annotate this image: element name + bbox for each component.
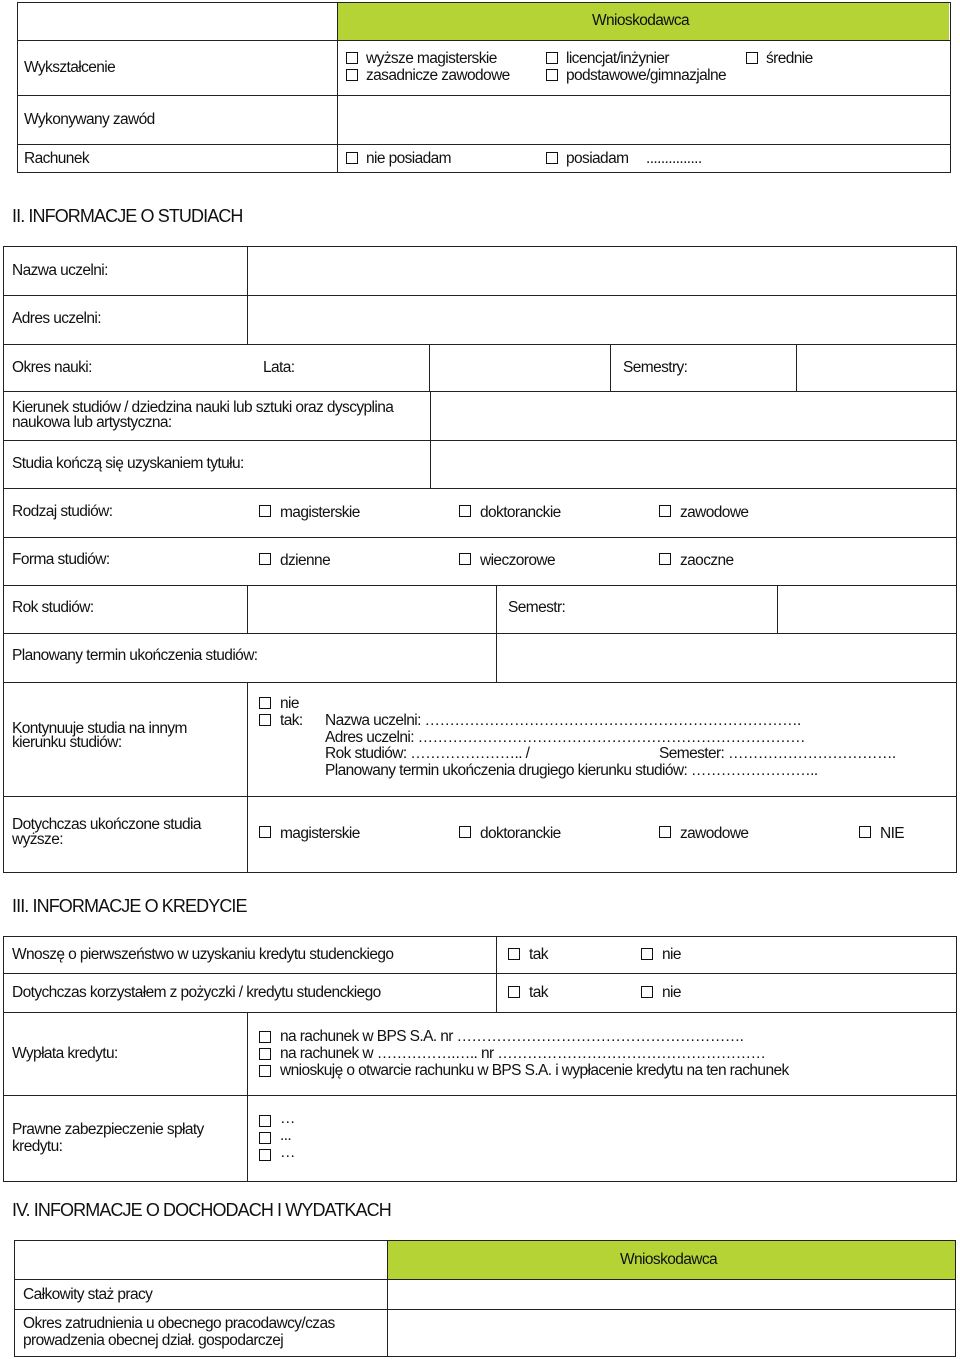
security-checkbox-3[interactable] bbox=[259, 1149, 271, 1161]
other-planned-end: Planowany termin ukończenia drugiego kierunku studiów: …………………….. bbox=[325, 762, 818, 779]
study-type-checkbox-vocational[interactable] bbox=[659, 505, 671, 517]
education-checkbox-primary[interactable] bbox=[546, 69, 558, 81]
study-form-checkbox-evening[interactable] bbox=[459, 553, 471, 565]
used-credit-label: Dotychczas korzystałem z pożyczki / kredytu studenckiego bbox=[12, 984, 381, 1001]
applicant-header: Wnioskodawca bbox=[592, 12, 690, 29]
years-label: Lata: bbox=[263, 359, 295, 376]
account-label: Rachunek bbox=[24, 150, 89, 167]
security-label-line1: Prawne zabezpieczenie spłaty bbox=[12, 1121, 204, 1138]
study-year-label: Rok studiów: bbox=[12, 599, 94, 616]
account-number-dots: ............... bbox=[646, 150, 702, 167]
other-university-name: Nazwa uczelni: …………………………………………………………………. bbox=[325, 712, 801, 729]
priority-checkbox-no[interactable] bbox=[641, 948, 653, 960]
account-checkbox-has[interactable] bbox=[546, 152, 558, 164]
security-checkbox-2[interactable] bbox=[259, 1132, 271, 1144]
studies-section-title: II. INFORMACJE O STUDIACH bbox=[12, 206, 243, 226]
income-header: Wnioskodawca bbox=[620, 1251, 718, 1268]
field-label-line2: naukowa lub artystyczna: bbox=[12, 414, 172, 431]
credit-section-title: III. INFORMACJE O KREDYCIE bbox=[12, 896, 247, 916]
completed-checkbox-vocational[interactable] bbox=[659, 826, 671, 838]
study-type-label: Rodzaj studiów: bbox=[12, 503, 113, 520]
employment-label-line2: prowadzenia obecnej dział. gospodarczej bbox=[23, 1332, 284, 1349]
payout-checkbox-other-bank[interactable] bbox=[259, 1048, 271, 1060]
semester-label: Semestr: bbox=[508, 599, 566, 616]
other-semester: Semester: ……………………………. bbox=[659, 745, 896, 762]
account-checkbox-none[interactable] bbox=[346, 152, 358, 164]
other-field-checkbox-no[interactable] bbox=[259, 697, 271, 709]
education-label: Wykształcenie bbox=[24, 59, 116, 76]
education-checkbox-vocational[interactable] bbox=[346, 69, 358, 81]
other-field-checkbox-yes[interactable] bbox=[259, 714, 271, 726]
study-form-checkbox-daytime[interactable] bbox=[259, 553, 271, 565]
income-section-title: IV. INFORMACJE O DOCHODACH I WYDATKACH bbox=[12, 1200, 391, 1220]
other-university-address: Adres uczelni: …………………………………………………………………… bbox=[325, 729, 806, 746]
education-checkbox-secondary[interactable] bbox=[746, 52, 758, 64]
priority-checkbox-yes[interactable] bbox=[508, 948, 520, 960]
university-name-label: Nazwa uczelni: bbox=[12, 262, 108, 279]
payout-label: Wypłata kredytu: bbox=[12, 1045, 118, 1062]
study-form-label: Forma studiów: bbox=[12, 551, 110, 568]
planned-end-label: Planowany termin ukończenia studiów: bbox=[12, 647, 258, 664]
completed-checkbox-none[interactable] bbox=[859, 826, 871, 838]
security-checkbox-1[interactable] bbox=[259, 1115, 271, 1127]
payout-checkbox-new-account[interactable] bbox=[259, 1065, 271, 1077]
education-checkbox-bachelor[interactable] bbox=[546, 52, 558, 64]
other-field-label-line2: kierunku studiów: bbox=[12, 734, 122, 751]
completed-checkbox-masters[interactable] bbox=[259, 826, 271, 838]
security-label-line2: kredytu: bbox=[12, 1138, 63, 1155]
completed-checkbox-doctoral[interactable] bbox=[459, 826, 471, 838]
completed-label-line1: Dotychczas ukończone studia bbox=[12, 816, 201, 833]
semesters-label: Semestry: bbox=[623, 359, 688, 376]
university-address-label: Adres uczelni: bbox=[12, 310, 101, 327]
study-type-checkbox-doctoral[interactable] bbox=[459, 505, 471, 517]
priority-label: Wnoszę o pierwszeństwo w uzyskaniu kredytu studenckiego bbox=[12, 946, 394, 963]
other-field-label-line1: Kontynuuje studia na innym bbox=[12, 720, 187, 737]
seniority-label: Całkowity staż pracy bbox=[23, 1286, 153, 1303]
title-obtained-label: Studia kończą się uzyskaniem tytułu: bbox=[12, 455, 244, 472]
used-credit-checkbox-no[interactable] bbox=[641, 986, 653, 998]
employment-label-line1: Okres zatrudnienia u obecnego pracodawcy/czas bbox=[23, 1315, 335, 1332]
period-label: Okres nauki: bbox=[12, 359, 92, 376]
education-checkbox-masters[interactable] bbox=[346, 52, 358, 64]
payout-checkbox-bps[interactable] bbox=[259, 1031, 271, 1043]
study-type-checkbox-masters[interactable] bbox=[259, 505, 271, 517]
other-study-year: Rok studiów: ………………….. / bbox=[325, 745, 530, 762]
occupation-label: Wykonywany zawód bbox=[24, 111, 155, 128]
completed-label-line2: wyższe: bbox=[12, 831, 63, 848]
study-form-checkbox-extramural[interactable] bbox=[659, 553, 671, 565]
used-credit-checkbox-yes[interactable] bbox=[508, 986, 520, 998]
field-label-line1: Kierunek studiów / dziedzina nauki lub sztuki oraz dyscyplina bbox=[12, 399, 394, 416]
